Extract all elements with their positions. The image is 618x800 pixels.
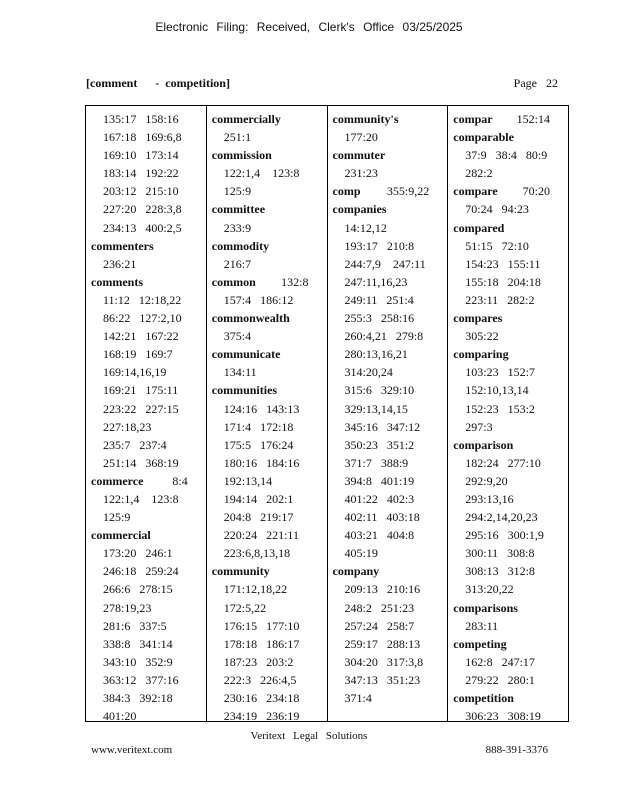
index-reference: 152:14 (516, 112, 550, 126)
index-reference: 176:15 177:10 (223, 618, 300, 633)
index-reference: 282:2 (465, 166, 493, 181)
index-reference: 14:12,12 (344, 220, 387, 235)
index-term: company (332, 564, 380, 579)
index-reference: 70:24 94:23 (465, 202, 529, 217)
footer-company: Veritext Legal Solutions (250, 730, 368, 742)
index-reference: 222:3 226:4,5 (223, 672, 297, 687)
index-reference: 194:14 202:1 (223, 491, 294, 506)
index-column-4 (448, 106, 568, 721)
index-reference: 203:12 215:10 (103, 184, 179, 199)
index-column-1 (86, 106, 207, 721)
index-term: competing (453, 636, 507, 651)
index-reference: 308:13 312:8 (465, 564, 535, 579)
index-reference: 313:20,22 (465, 582, 514, 597)
index-term: competition (453, 691, 514, 705)
index-reference: 248:2 251:23 (344, 600, 415, 615)
index-reference: 223:6,8,13,18 (223, 546, 291, 561)
index-reference: 223:11 282:2 (465, 292, 535, 307)
index-reference: 132:8 (281, 274, 309, 289)
index-reference: 259:17 288:13 (344, 636, 421, 651)
index-term: communities (211, 383, 278, 398)
index-column-3 (328, 106, 449, 721)
index-reference: 401:20 (103, 709, 137, 721)
index-reference: 314:20,24 (344, 365, 393, 380)
index-reference: 169:10 173:14 (103, 148, 179, 163)
index-reference: 125:9 (223, 184, 252, 199)
index-reference: 355:9,22 (386, 184, 430, 199)
index-term: companies (332, 202, 387, 217)
index-reference: 124:16 143:13 (223, 401, 300, 416)
index-term: commission (211, 148, 272, 163)
index-term: comparison (453, 437, 514, 452)
index-reference: 304:20 317:3,8 (344, 654, 424, 669)
index-reference: 122:1,4 123:8 (223, 166, 300, 181)
index-term-line (328, 182, 448, 200)
index-reference: 280:13,16,21 (344, 347, 408, 362)
index-reference: 402:11 403:18 (344, 510, 420, 525)
index-term: comments (91, 274, 143, 289)
index-term: committee (211, 202, 266, 217)
index-reference: 223:22 227:15 (103, 401, 179, 416)
index-term: commerce (91, 473, 144, 488)
index-reference: 315:6 329:10 (344, 383, 415, 398)
index-term: commenters (91, 238, 154, 253)
index-reference: 300:11 308:8 (465, 546, 535, 561)
index-term: comparable (453, 130, 514, 145)
index-reference: 135:17 158:16 (103, 112, 179, 126)
index-term: comparing (453, 347, 509, 362)
index-reference: 175:5 176:24 (223, 437, 294, 452)
index-reference: 283:11 (465, 618, 499, 633)
index-reference: 295:16 300:1,9 (465, 528, 544, 543)
index-reference: 345:16 347:12 (344, 419, 421, 434)
index-reference: 255:3 258:16 (344, 311, 415, 326)
index-reference: 371:7 388:9 (344, 455, 409, 470)
index-reference: 338:8 341:14 (103, 636, 173, 651)
index-reference: 173:20 246:1 (103, 546, 173, 561)
index-reference: 292:9,20 (465, 473, 508, 488)
footer-phone: 888-391-3376 (485, 744, 548, 756)
index-reference: 180:16 184:16 (223, 455, 300, 470)
index-reference: 204:8 219:17 (223, 510, 294, 525)
index-term: commercial (91, 528, 151, 543)
index-reference: 8:4 (172, 473, 188, 488)
index-reference: 235:7 237:4 (103, 437, 167, 452)
index-reference: 220:24 221:11 (223, 528, 299, 543)
index-reference: 234:13 400:2,5 (103, 220, 182, 235)
index-reference: 51:15 72:10 (465, 238, 529, 253)
index-column-2 (207, 106, 328, 721)
index-reference: 279:22 280:1 (465, 672, 535, 687)
index-reference: 182:24 277:10 (465, 455, 541, 470)
index-reference: 169:14,16,19 (103, 365, 167, 380)
index-reference: 233:9 (223, 220, 252, 235)
index-reference: 350:23 351:2 (344, 437, 415, 452)
index-reference: 347:13 351:23 (344, 672, 421, 687)
index-reference: 278:19,23 (103, 600, 152, 615)
index-reference: 227:20 228:3,8 (103, 202, 182, 217)
index-reference: 157:4 186:12 (223, 292, 294, 307)
index-reference: 177:20 (344, 130, 378, 145)
index-term: community's (332, 112, 399, 126)
index-reference: 172:5,22 (223, 600, 267, 615)
index-reference: 371:4 (344, 691, 372, 705)
index-reference: 125:9 (103, 510, 131, 525)
index-reference: 171:4 172:18 (223, 419, 294, 434)
index-reference: 154:23 155:11 (465, 256, 541, 271)
footer-website: www.veritext.com (91, 744, 173, 756)
index-reference: 142:21 167:22 (103, 329, 179, 344)
index-reference: 167:18 169:6,8 (103, 130, 182, 145)
index-reference: 152:23 153:2 (465, 401, 535, 416)
index-reference: 297:3 (465, 419, 493, 434)
index-reference: 216:7 (223, 256, 252, 271)
index-reference: 227:18,23 (103, 419, 152, 434)
index-reference: 257:24 258:7 (344, 618, 415, 633)
index-reference: 162:8 247:17 (465, 654, 535, 669)
index-reference: 403:21 404:8 (344, 528, 415, 543)
index-reference: 343:10 352:9 (103, 654, 173, 669)
index-reference: 231:23 (344, 166, 378, 181)
index-reference: 244:7,9 247:11 (344, 256, 426, 271)
index-reference: 236:21 (103, 256, 137, 271)
index-reference: 249:11 251:4 (344, 292, 414, 307)
index-term: commodity (211, 238, 270, 253)
index-reference: 375:4 (223, 329, 252, 344)
index-reference: 209:13 210:16 (344, 582, 421, 597)
index-reference: 281:6 337:5 (103, 618, 167, 633)
index-reference: 294:2,14,20,23 (465, 510, 538, 525)
index-reference: 329:13,14,15 (344, 401, 408, 416)
index-reference: 306:23 308:19 (465, 709, 541, 721)
index-term-line (207, 273, 327, 291)
index-reference: 183:14 192:22 (103, 166, 179, 181)
index-reference: 251:1 (223, 130, 252, 145)
index-term: commonwealth (211, 311, 290, 326)
index-reference: 11:12 12:18,22 (103, 292, 182, 307)
index-term: compar (453, 112, 493, 126)
index-reference: 251:14 368:19 (103, 455, 179, 470)
index-reference: 134:11 (223, 365, 257, 380)
index-reference: 86:22 127:2,10 (103, 311, 182, 326)
index-term-line (448, 182, 568, 200)
index-reference: 384:3 392:18 (103, 691, 173, 705)
index-reference: 247:11,16,23 (344, 274, 408, 289)
index-reference: 363:12 377:16 (103, 672, 179, 687)
word-index-table (85, 105, 569, 722)
index-reference: 70:20 (522, 184, 550, 199)
index-reference: 152:10,13,14 (465, 383, 529, 398)
index-term: communicate (211, 347, 281, 362)
index-reference: 266:6 278:15 (103, 582, 173, 597)
index-reference: 305:22 (465, 329, 499, 344)
index-reference: 178:18 186:17 (223, 636, 300, 651)
index-term: commercially (211, 112, 281, 126)
index-reference: 192:13,14 (223, 473, 273, 488)
index-reference: 230:16 234:18 (223, 691, 300, 705)
index-term: comp (332, 184, 361, 199)
index-term: compare (453, 184, 498, 199)
index-reference: 103:23 152:7 (465, 365, 535, 380)
index-reference: 401:22 402:3 (344, 491, 415, 506)
index-reference: 246:18 259:24 (103, 564, 179, 579)
index-reference: 260:4,21 279:8 (344, 329, 424, 344)
index-reference: 168:19 169:7 (103, 347, 173, 362)
index-reference: 193:17 210:8 (344, 238, 415, 253)
index-reference: 293:13,16 (465, 491, 514, 506)
index-reference: 171:12,18,22 (223, 582, 288, 597)
index-reference: 37:9 38:4 80:9 (465, 148, 548, 163)
index-reference: 187:23 203:2 (223, 654, 294, 669)
index-range-label: [comment - competition] (86, 76, 230, 90)
filing-header: Electronic Filing: Received, Clerk's Office 03/25/2025 (155, 20, 463, 34)
index-term-line (86, 472, 206, 490)
page-number: Page 22 (513, 76, 558, 90)
index-term: common (211, 274, 256, 289)
index-reference: 234:19 236:19 (223, 709, 300, 721)
index-term: compared (453, 220, 505, 235)
index-reference: 394:8 401:19 (344, 473, 415, 488)
index-term: commuter (332, 148, 386, 163)
index-term-line (448, 110, 568, 128)
index-term: comparisons (453, 600, 518, 615)
index-reference: 169:21 175:11 (103, 383, 179, 398)
index-reference: 122:1,4 123:8 (103, 491, 179, 506)
index-reference: 405:19 (344, 546, 378, 561)
index-term: compares (453, 311, 503, 326)
index-reference: 155:18 204:18 (465, 274, 541, 289)
index-term: community (211, 564, 270, 579)
